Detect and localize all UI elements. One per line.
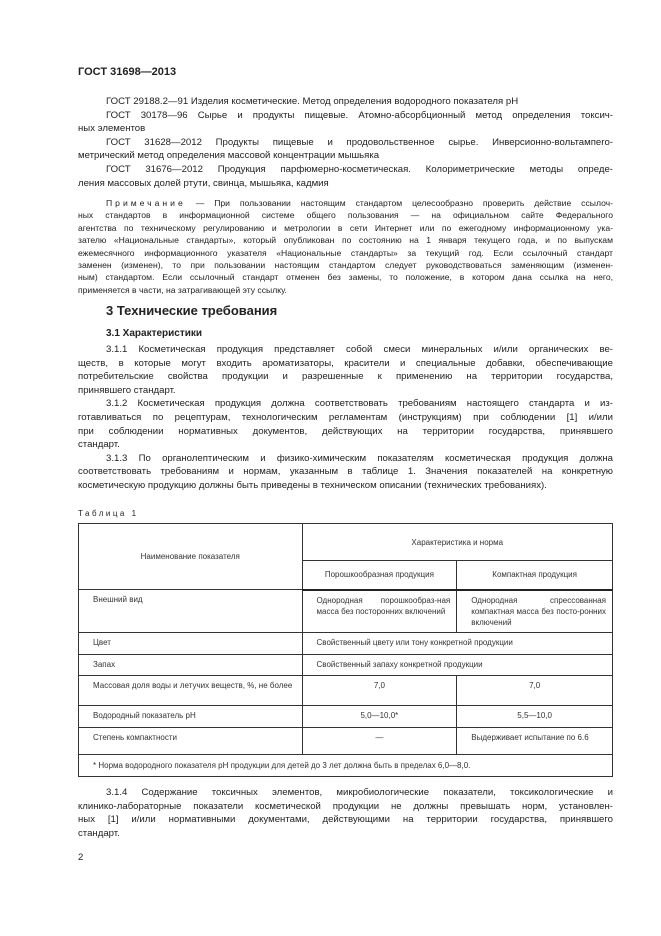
paragraph: [78, 786, 613, 840]
text-line: ГОСТ 30178—96 Сырье и продукты пищевые. Атомно-абсорбционный метод определения токсич-: [106, 109, 613, 121]
text-line: ГОСТ 31676—2012 Продукция парфюмерно-косметическая. Колориметрические методы опреде-: [106, 163, 613, 175]
column-header-powder: Порошкообразная продукция: [302, 561, 457, 590]
section-title: 3 Технические требования: [106, 303, 278, 318]
cell-compact: 7,0: [457, 675, 613, 705]
text-line: 3.1.4 Содержание токсичных элементов, микробиологические показатели, токсикологические и: [106, 787, 613, 798]
table-footnote: * Норма водородного показателя pH продукции для детей до 3 лет должна быть в пределах 6,0—8,0.: [79, 754, 613, 776]
page-number: 2: [78, 852, 84, 863]
note-line: агентства по техническому регулированию и метрологии в сети Интернет или по ежегодному информационному ука-: [78, 222, 613, 233]
text-line: ГОСТ 29188.2—91 Изделия косметические. Метод определения водородного показателя pH: [106, 96, 519, 107]
cell-powder: 7,0: [302, 675, 457, 705]
cell-compact: Однородная спрессованная компактная масса без посто-ронних включений: [457, 590, 613, 633]
note-block: [78, 197, 613, 296]
text-line: 3.1.3 По органолептическим и физико-химическим показателям косметическая продукция должна: [106, 452, 613, 464]
table-row: [79, 705, 613, 727]
paragraph: [78, 163, 613, 190]
cell-merged: Свойственный цвету или тону конкретной продукции: [302, 632, 613, 654]
paragraph: [78, 95, 613, 109]
table-row: [79, 632, 613, 654]
paragraph: [78, 397, 613, 451]
text-line: ГОСТ 31628—2012 Продукты пищевые и продовольственное сырье. Инверсионно-вольтампero-: [106, 136, 613, 148]
characteristics-table: [78, 523, 613, 777]
paragraph-3-1-4: [78, 786, 613, 840]
cell-name: Массовая доля воды и летучих веществ, %, не более: [79, 675, 303, 705]
text-line: косметическую продукцию должны быть приведены в техническом описании (технических требованиях).: [78, 479, 547, 491]
cell-compact: 5,5—10,0: [457, 705, 613, 727]
table-row: [79, 727, 613, 754]
cell-merged: Свойственный запаху конкретной продукции: [302, 654, 613, 675]
text-line: 3.1.2 Косметическая продукция должна соответствовать требованиям настоящего стандарта и из-: [106, 398, 613, 410]
column-header-group: Характеристика и норма: [302, 524, 613, 561]
references-list: [78, 95, 613, 190]
note-line: заменен (изменен), то при пользовании настоящим стандартом следует руководствоваться заменяющим (изменен-: [78, 260, 613, 271]
note-line: ежемесячного информационного указателя «Национальные стандарты» за текущий год. Если ссылочный стандарт: [78, 247, 613, 258]
text-line: потребительские свойства продукции и разрешенные к применению на территории государства,: [78, 371, 613, 383]
text-line: соответствовать требованиям и нормам, указанным в таблице 1. Значения показателей на конкретную: [78, 466, 613, 478]
text-line: ных элементов: [78, 123, 146, 135]
cell-name: Внешний вид: [79, 590, 303, 633]
paragraph: [78, 343, 613, 397]
note-label: Примечание: [106, 198, 186, 208]
text-line: ных [1] и/или нормативными документами, действующими на территории государства, принявшего: [78, 814, 613, 826]
text-line: стандарт.: [78, 827, 120, 839]
table-row: [79, 654, 613, 675]
cell-name: Запах: [79, 654, 303, 675]
column-header-name: Наименование показателя: [79, 524, 303, 590]
cell-powder: —: [302, 727, 457, 754]
table-row: [79, 675, 613, 705]
table-caption: Таблица 1: [78, 509, 139, 518]
paragraph: [78, 452, 613, 493]
text-line: клинико-лабораторные показатели косметической продукции не должны превышать норм, установлен-: [78, 800, 613, 812]
cell-name: Водородный показатель pH: [79, 705, 303, 727]
text-line: ществ, в которые могут входить ароматизаторы, красители и специальные добавки, обеспечивающие: [78, 357, 613, 369]
note-line: зателю «Национальные стандарты», который опубликован по состоянию на 1 января текущего года, и по выпускам: [78, 235, 613, 246]
text-line: метрический метод определения массовой концентрации мышьяка: [78, 150, 380, 162]
text-line: 3.1.1 Косметическая продукция представляет собой смеси минеральных и/или органических ве-: [106, 344, 613, 355]
note-line: [78, 197, 613, 209]
note-line: ных стандартов в информационной системе общего пользования — на официальном сайте Федерального: [78, 210, 613, 221]
cell-compact: Выдерживает испытание по 6.6: [457, 727, 613, 754]
note-line: ным) стандартом. Если ссылочный стандарт отменен без замены, то положение, в котором дана ссылка на него,: [78, 272, 613, 283]
column-header-compact: Компактная продукция: [457, 561, 613, 590]
text-line: готавливаться по рецептурам, технологическим регламентам (инструкциям) при соблюдении [1] и/или: [78, 411, 613, 423]
document-header: ГОСТ 31698—2013: [78, 66, 177, 78]
cell-powder: Однородная порошкообраз-ная масса без посторонних включений: [302, 590, 457, 633]
subsection-title: 3.1 Характеристики: [106, 328, 203, 339]
paragraph: [78, 136, 613, 163]
note-text: — При пользовании настоящим стандартом целесообразно проверить действие ссылоч-: [195, 198, 613, 208]
text-line: при соблюдении нормативных документов, действующих на территории государства, принявшего: [78, 425, 613, 437]
cell-powder: 5,0—10,0*: [302, 705, 457, 727]
text-line: стандарт.: [78, 439, 120, 451]
paragraphs: [78, 343, 613, 493]
paragraph: [78, 109, 613, 136]
note-line: применяется в части, на затрагивающей эту ссылку.: [78, 284, 287, 295]
table-row: [79, 590, 613, 633]
cell-name: Степень компактности: [79, 727, 303, 754]
cell-name: Цвет: [79, 632, 303, 654]
text-line: ления массовых долей ртути, свинца, мышьяка, кадмия: [78, 177, 329, 189]
text-line: принявшего стандарт.: [78, 384, 176, 396]
